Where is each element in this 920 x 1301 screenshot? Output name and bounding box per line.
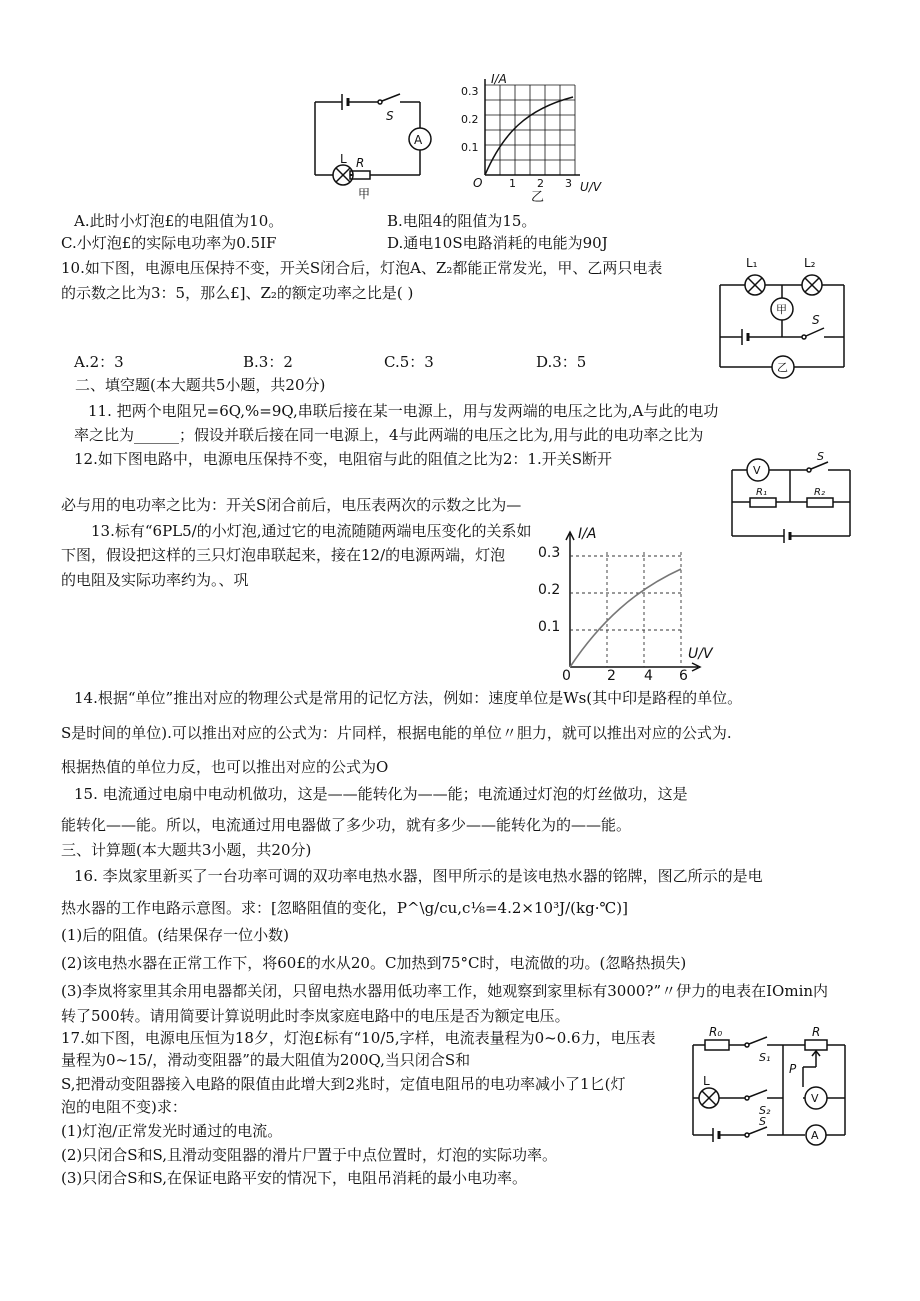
switch-s-label: S	[759, 1115, 766, 1128]
q16-part1: (1)后的阻值。(结果保存一位小数)	[61, 926, 289, 944]
q10-circuit-diagram	[712, 252, 862, 382]
q13-line1: 13.标有“6PL5/的小灯泡,通过它的电流随随两端电压变化的关系如	[91, 522, 532, 540]
s1-label: S₁	[759, 1051, 771, 1064]
resistor-label: R	[356, 156, 365, 170]
y-axis-label: I/A	[491, 72, 507, 86]
y-tick: 0.1	[461, 141, 479, 154]
x-axis-label: U/V	[688, 646, 713, 662]
q9-option-b: B.电阻4的阻值为15。	[387, 212, 537, 230]
q16-line2: 热水器的工作电路示意图。求：[忽略阻值的变化，P^\g/cu,c⅛=4.2×10³J/(kg·℃)]	[61, 899, 628, 917]
q12-line1: 12.如下图电路中，电源电压保持不变，电阻宿与此的阻值之比为2：1.开关S断开	[74, 450, 612, 468]
q17-line2: 量程为0~15/，滑动变阻器”的最大阻值为200Q,当只闭合S和	[61, 1051, 471, 1069]
q17-part3: (3)只闭合S和S,在保证电路平安的情况下，电阻吊消耗的最小电功率。	[61, 1169, 528, 1187]
rheostat-label: R	[812, 1025, 821, 1039]
voltmeter-label: V	[753, 464, 761, 477]
r0-label: R₀	[709, 1025, 723, 1039]
y-tick: 0.2	[538, 582, 561, 598]
x-tick: 2	[607, 668, 616, 684]
circuit-diagram-jia	[300, 90, 450, 200]
figure-name-jia: 甲	[358, 187, 371, 201]
q13-iu-graph	[530, 522, 730, 682]
voltmeter-label: V	[811, 1092, 819, 1105]
q10-option-a: A.2：3	[74, 353, 124, 371]
q17-line1: 17.如下图，电源电压恒为18夕，灯泡£标有“10/5,字样，电流表量程为0~0.6力，电压表	[61, 1029, 656, 1047]
q10-stem-line1: 10.如下图，电源电压保持不变，开关S闭合后，灯泡A、Z₂都能正常发光，甲、乙两只电表	[61, 259, 663, 277]
q16-part3-line2: 转了500转。请用简要计算说明此时李岚家庭电路中的电压是否为额定电压。	[61, 1007, 570, 1025]
x-tick: 6	[679, 668, 688, 684]
q9-option-c: C.小灯泡£的实际电功率为0.5IF	[61, 234, 277, 252]
meter-jia-label: 甲	[776, 303, 787, 316]
q12-line2: 必与用的电功率之比为：开关S闭合前后，电压表两次的示数之比为—	[61, 496, 522, 514]
q16-line1: 16. 李岚家里新买了一台功率可调的双功率电热水器，图甲所示的是该电热水器的铭牌，图乙所示的是电	[74, 867, 763, 885]
iu-curve	[570, 569, 681, 667]
q15-line2: 能转化——能。所以，电流通过用电器做了多少功，就有多少——能转化为的——能。	[61, 816, 632, 834]
q10-option-b: B.3：2	[243, 353, 293, 371]
y-tick: 0.1	[538, 619, 561, 635]
q9-option-a: A.此时小灯泡£的电阻值为10。	[74, 212, 284, 230]
ammeter-label: A	[811, 1129, 819, 1142]
lamp-label: L	[703, 1074, 710, 1088]
q10-stem-line2: 的示数之比为3：5，那么£]、Z₂的额定功率之比是( )	[61, 284, 414, 302]
q17-circuit-diagram	[685, 1025, 860, 1150]
r1-label: R₁	[756, 487, 767, 498]
q11-line1: 11. 把两个电阻兄=6Q,%=9Q,串联后接在某一电源上，用与发两端的电压之比为,A与此的电功	[88, 402, 719, 420]
q10-option-d: D.3：5	[536, 353, 587, 371]
section-2-header: 二、填空题(本大题共5小题，共20分)	[75, 376, 326, 394]
q11-line2: 率之比为______；假设并联后接在同一电源上，4与此两端的电压之比为,用与此的电功率之比为	[74, 426, 704, 444]
q10-option-c: C.5：3	[384, 353, 434, 371]
section-3-header: 三、计算题(本大题共3小题，共20分)	[61, 841, 312, 859]
figure-name-yi: 乙	[531, 190, 545, 205]
switch-label: S	[817, 450, 824, 463]
y-tick: 0.3	[538, 545, 561, 561]
y-tick: 0.2	[461, 113, 479, 126]
q17-line4: 泡的电阻不变)求：	[61, 1098, 187, 1116]
q16-part3-line1: (3)李岚将家里其余用电器都关闭，只留电热水器用低功率工作，她观察到家里标有3000?”〃伊力的电表在IOmin内	[61, 982, 829, 1000]
x-tick: 1	[509, 177, 516, 190]
q9-option-d: D.通电10S电路消耗的电能为90J	[387, 234, 608, 252]
iu-graph-yi	[455, 72, 610, 205]
q14-line2: S是时间的单位).可以推出对应的公式为：片同样，根据电能的单位〃胆力，就可以推出对应的公式为.	[61, 724, 732, 742]
q16-part2: (2)该电热水器在正常工作下，将60£的水从20。C加热到75°C时，电流做的功。(忽略热损失)	[61, 954, 687, 972]
origin-label: O	[473, 176, 483, 190]
meter-yi-label: 乙	[777, 361, 788, 374]
q17-line3: S,把滑动变阻器接入电路的限值由此增大到2兆时，定值电阻吊的电功率减小了1匕(灯	[61, 1075, 626, 1093]
x-axis-label: U/V	[580, 180, 602, 194]
y-tick: 0.3	[461, 85, 479, 98]
switch-label: S	[812, 313, 820, 327]
q15-line1: 15. 电流通过电扇中电动机做功，这是——能转化为——能；电流通过灯泡的灯丝做功，这是	[74, 785, 688, 803]
lamp-l1-label: L₁	[746, 256, 758, 270]
q12-circuit-diagram	[722, 452, 857, 552]
q17-part1: (1)灯泡/正常发光时通过的电流。	[61, 1122, 283, 1140]
lamp-l2-label: L₂	[804, 256, 816, 270]
s2-label: S₂	[759, 1104, 771, 1117]
lamp-label: L	[340, 152, 347, 166]
ammeter-label: A	[414, 133, 423, 147]
q14-line1: 14.根据“单位”推出对应的物理公式是常用的记忆方法，例如：速度单位是Ws(其中印是路程的单位。	[74, 689, 743, 707]
x-tick: 3	[565, 177, 572, 190]
q13-line2: 下图，假设把这样的三只灯泡串联起来，接在12/的电源两端，灯泡	[61, 546, 506, 564]
x-tick: 4	[644, 668, 653, 684]
r2-label: R₂	[814, 487, 825, 498]
x-tick: 2	[537, 177, 544, 190]
switch-label: S	[386, 109, 394, 123]
y-axis-label: I/A	[578, 526, 597, 542]
q13-line3: 的电阻及实际功率约为。、巩	[61, 571, 249, 589]
origin-label: 0	[562, 668, 571, 684]
slider-p-label: P	[789, 1062, 797, 1076]
q17-part2: (2)只闭合S和S,且滑动变阻器的滑片尸置于中点位置时，灯泡的实际功率。	[61, 1146, 558, 1164]
q14-line3: 根据热值的单位力反，也可以推出对应的公式为O	[61, 758, 389, 776]
